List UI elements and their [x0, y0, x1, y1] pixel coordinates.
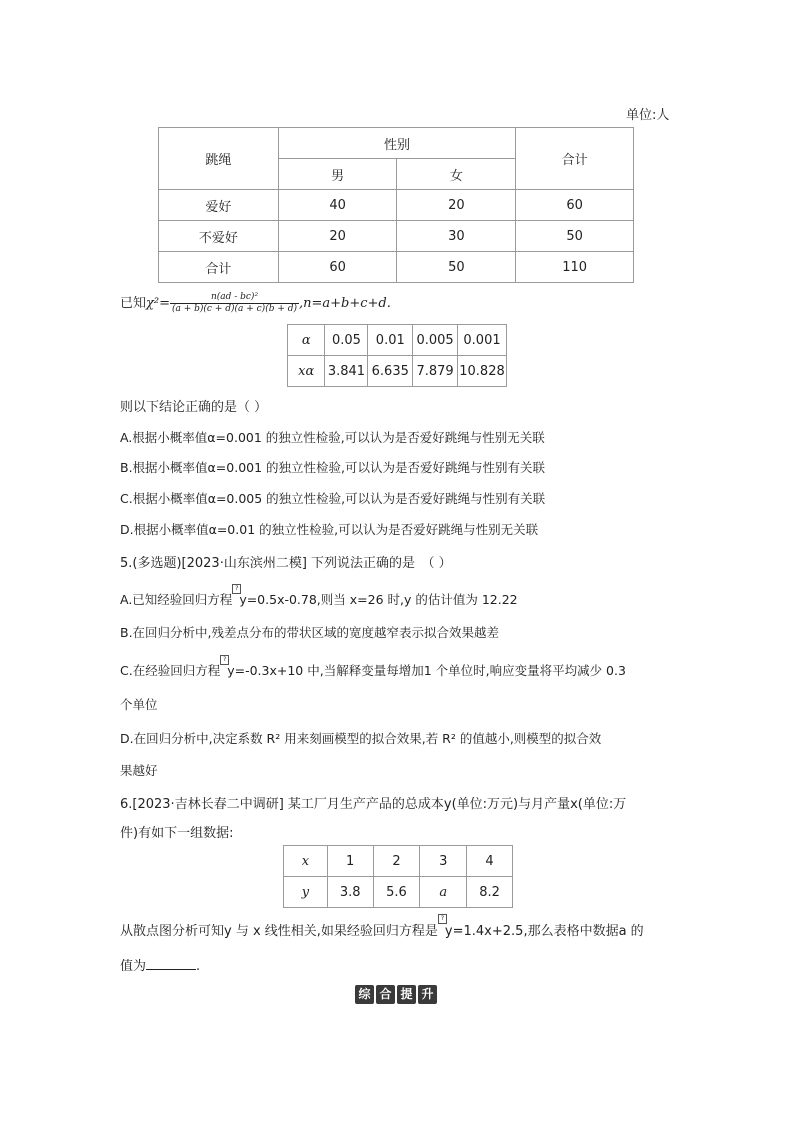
banner-char: 综 — [355, 985, 374, 1004]
row-label: 不爱好 — [159, 221, 279, 252]
alpha-value: 0.05 — [325, 325, 368, 356]
q6-conclusion-pre: 从散点图分析可知y 与 x 线性相关,如果经验回归方程是 — [120, 924, 438, 939]
y-value: 3.8 — [327, 877, 373, 908]
q5-stem: 5.(多选题)[2023·山东滨州二模] 下列说法正确的是 （ ） — [120, 556, 452, 571]
q6-conclusion-post: y=1.4x+2.5,那么表格中数据a 的 — [444, 924, 644, 939]
q6-answer-prefix: 值为 — [120, 959, 147, 974]
cell: 30 — [397, 221, 516, 252]
q5-option-d: D.在回归分析中,决定系数 R² 用来刻画模型的拟合效果,若 R² 的值越小,则模型的拟合效 — [120, 731, 602, 746]
y-value: a — [420, 877, 467, 908]
table-row — [159, 190, 634, 221]
q5-option-b: B.在回归分析中,残差点分布的带状区域的宽度越窄表示拟合效果越差 — [120, 625, 500, 640]
cell: 50 — [516, 221, 634, 252]
q6-line2: 件)有如下一组数据: — [120, 826, 234, 841]
cell: 20 — [278, 221, 397, 252]
q5-c-pre: C.在经验回归方程 — [120, 663, 221, 678]
x-value: 1 — [327, 846, 373, 877]
x-alpha-value: 10.828 — [458, 356, 507, 387]
chi-square-formula — [120, 290, 391, 318]
x-alpha-label: xα — [288, 356, 325, 387]
unit-label: 单位:人 — [626, 108, 670, 123]
q5-option-c — [120, 656, 626, 679]
cell: 60 — [278, 252, 397, 283]
row-label: 爱好 — [159, 190, 279, 221]
header-female: 女 — [397, 159, 516, 190]
y-value: 5.6 — [373, 877, 420, 908]
banner-char: 合 — [376, 985, 395, 1004]
row-label: 合计 — [159, 252, 279, 283]
q6-line1: 6.[2023·吉林长春二中调研] 某工厂月生产产品的总成本y(单位:万元)与月产量x(单位:万 — [120, 797, 627, 812]
y-label: y — [284, 877, 328, 908]
q4-option-a: A.根据小概率值α=0.001 的独立性检验,可以认为是否爱好跳绳与性别无关联 — [120, 430, 545, 445]
q4-option-c: C.根据小概率值α=0.005 的独立性检验,可以认为是否爱好跳绳与性别有关联 — [120, 491, 546, 506]
q5-option-d-cont: 果越好 — [120, 763, 158, 778]
x-alpha-value: 3.841 — [325, 356, 368, 387]
table-row — [159, 221, 634, 252]
banner-char: 提 — [397, 985, 416, 1004]
formula-numerator: n(ad - bc)² — [210, 292, 259, 302]
header-gender: 性别 — [278, 128, 515, 159]
header-total: 合计 — [516, 128, 634, 190]
formula-fraction — [170, 292, 299, 315]
cell: 50 — [397, 252, 516, 283]
formula-chi: χ²= — [146, 296, 170, 311]
x-alpha-value: 6.635 — [368, 356, 413, 387]
cell: 60 — [516, 190, 634, 221]
hat-placeholder-icon: ? — [438, 914, 447, 924]
alpha-value: 0.001 — [458, 325, 507, 356]
alpha-value: 0.005 — [413, 325, 458, 356]
hat-placeholder-icon: ? — [220, 655, 229, 665]
y-value: 8.2 — [467, 877, 513, 908]
q5-a-pre: A.已知经验回归方程 — [120, 592, 233, 607]
q6-conclusion — [120, 915, 644, 939]
cell: 20 — [397, 190, 516, 221]
alpha-label: α — [288, 325, 325, 356]
q5-option-c-cont: 个单位 — [120, 697, 158, 712]
banner-char: 升 — [418, 985, 437, 1004]
x-label: x — [284, 846, 328, 877]
formula-prefix: 已知 — [120, 296, 147, 311]
survey-table — [158, 127, 634, 283]
x-value: 3 — [420, 846, 467, 877]
q4-option-b: B.根据小概率值α=0.001 的独立性检验,可以认为是否爱好跳绳与性别有关联 — [120, 460, 545, 475]
q5-c-post: y=-0.3x+10 中,当解释变量每增加1 个单位时,响应变量将平均减少 0.3 — [227, 663, 626, 678]
alpha-value: 0.01 — [368, 325, 413, 356]
x-value: 2 — [373, 846, 420, 877]
hat-placeholder-icon: ? — [232, 584, 241, 594]
formula-suffix: ,n=a+b+c+d. — [299, 296, 391, 311]
cell: 40 — [278, 190, 397, 221]
formula-denominator: (a + b)(c + d)(a + c)(b + d) — [172, 304, 297, 314]
q6-answer-line: 值为 . — [120, 959, 201, 974]
q5-a-post: y=0.5x-0.78,则当 x=26 时,y 的估计值为 12.22 — [239, 592, 518, 607]
x-alpha-value: 7.879 — [413, 356, 458, 387]
q4-option-d: D.根据小概率值α=0.01 的独立性检验,可以认为是否爱好跳绳与性别无关联 — [120, 522, 539, 537]
data-table — [283, 845, 513, 908]
header-male: 男 — [278, 159, 397, 190]
cell: 110 — [516, 252, 634, 283]
header-row-label: 跳绳 — [159, 128, 279, 190]
q4-stem: 则以下结论正确的是（ ） — [120, 400, 268, 415]
table-row — [159, 252, 634, 283]
q5-option-a — [120, 585, 518, 608]
answer-blank[interactable] — [146, 957, 196, 970]
section-banner — [355, 985, 437, 1004]
x-value: 4 — [467, 846, 513, 877]
critical-value-table — [287, 324, 507, 387]
